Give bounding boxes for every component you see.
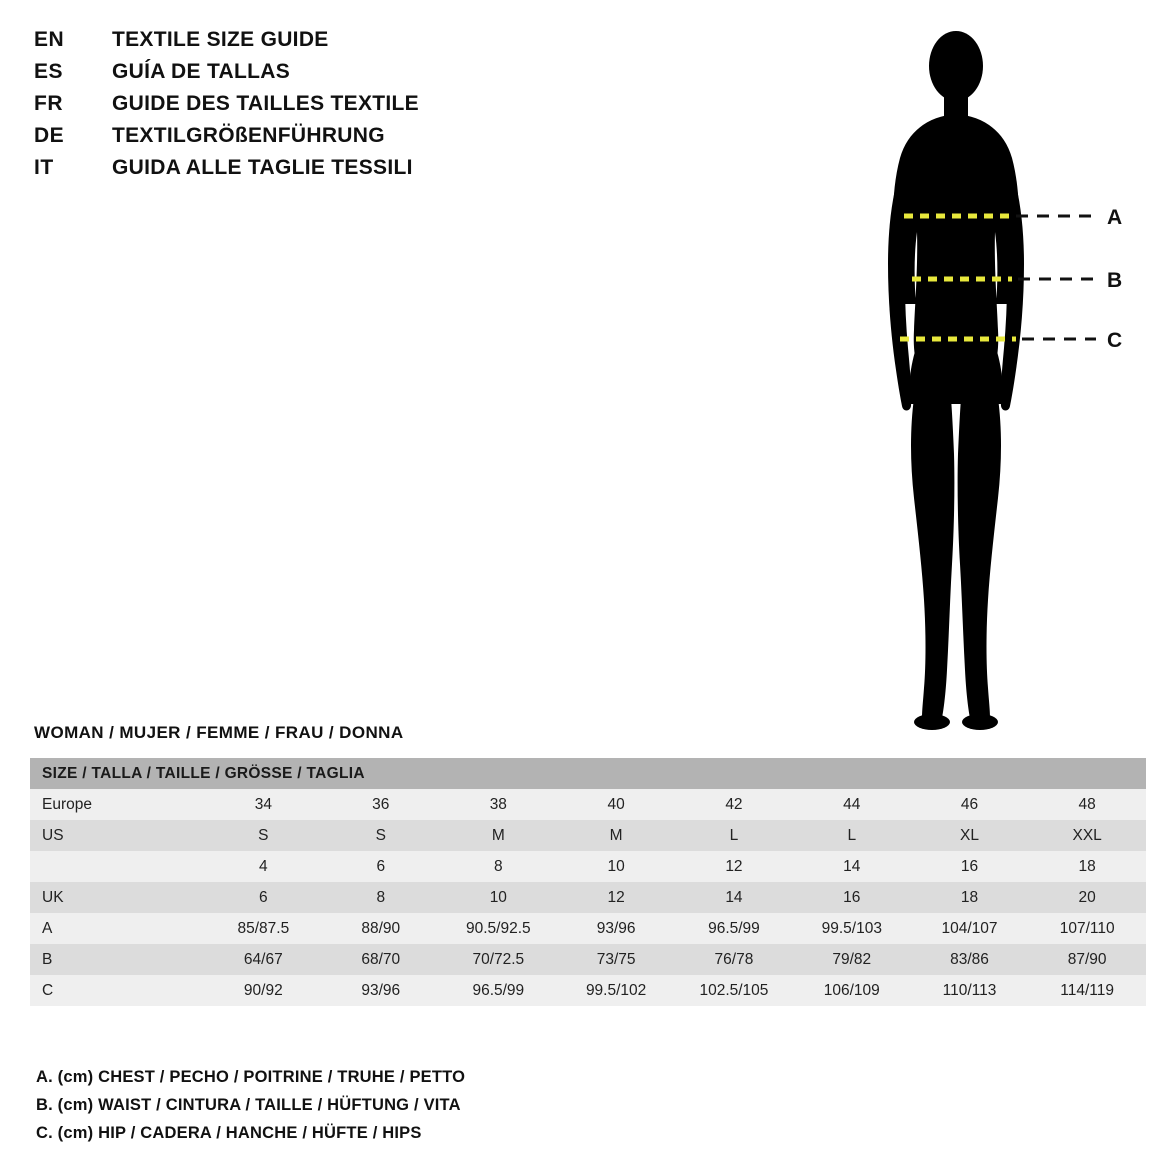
cell: 6: [259, 888, 268, 906]
cell: 76/78: [714, 950, 754, 968]
language-code: ES: [34, 60, 64, 83]
cell: S: [375, 826, 386, 844]
woman-section-heading: WOMAN / MUJER / FEMME / FRAU / DONNA: [34, 723, 404, 742]
cell: 96.5/99: [472, 981, 525, 999]
cell: 12: [725, 857, 743, 875]
table-row: [30, 975, 1146, 1006]
row-label: UK: [42, 888, 64, 906]
title-row: [34, 60, 554, 92]
cell: 4: [259, 857, 268, 875]
cell: 34: [254, 795, 272, 813]
cell: M: [491, 826, 505, 844]
cell: 73/75: [596, 950, 636, 968]
cell: 96.5/99: [708, 919, 760, 937]
table-header-row: [30, 758, 1146, 789]
table-row: [30, 851, 1146, 882]
legend-line-chest: A. (cm) CHEST / PECHO / POITRINE / TRUHE / PETTO: [36, 1068, 466, 1086]
cell: 8: [376, 888, 386, 906]
title-row: [34, 28, 554, 60]
cell: M: [609, 826, 623, 844]
female-silhouette-figure: [860, 18, 1150, 738]
cell: 12: [607, 888, 625, 906]
hip-marker-label: C: [1107, 329, 1123, 352]
silhouette-svg: [860, 18, 1150, 738]
row-label: US: [42, 826, 64, 844]
language-title: GUÍA DE TALLAS: [112, 60, 291, 83]
title-row: [34, 124, 554, 156]
cell: 68/70: [361, 950, 401, 968]
cell: 79/82: [832, 950, 872, 968]
measurement-legend: [36, 1068, 736, 1152]
cell: XL: [960, 826, 979, 844]
language-title: GUIDA ALLE TAGLIE TESSILI: [112, 156, 413, 179]
cell: 83/86: [950, 950, 989, 968]
language-title: GUIDE DES TAILLES TEXTILE: [112, 92, 419, 115]
table-row: [30, 913, 1146, 944]
cell: 16: [960, 857, 979, 875]
cell: S: [258, 826, 269, 844]
cell: 93/96: [361, 981, 401, 999]
cell: L: [729, 826, 739, 844]
legend-line-hip: C. (cm) HIP / CADERA / HANCHE / HÜFTE / HIPS: [36, 1124, 422, 1142]
table-row: [30, 944, 1146, 975]
cell: 10: [489, 888, 507, 906]
cell: 106/109: [823, 981, 880, 999]
cell: 8: [494, 857, 503, 875]
language-code: IT: [34, 156, 54, 179]
table-row: [30, 789, 1146, 820]
cell: 85/87.5: [237, 919, 290, 937]
cell: 10: [607, 857, 625, 875]
cell: 48: [1078, 795, 1096, 813]
cell: 110/113: [942, 981, 997, 999]
legend-line-waist: B. (cm) WAIST / CINTURA / TAILLE / HÜFTUNG / VITA: [36, 1096, 461, 1114]
cell: 90.5/92.5: [465, 919, 531, 937]
cell: 14: [725, 888, 743, 906]
language-code: DE: [34, 124, 65, 147]
cell: XXL: [1072, 826, 1102, 844]
title-row: [34, 92, 554, 124]
cell: L: [847, 826, 857, 844]
cell: 46: [960, 795, 979, 813]
cell: 107/110: [1059, 919, 1115, 937]
chest-marker-label: A: [1107, 206, 1123, 229]
cell: 42: [725, 795, 743, 813]
cell: 14: [843, 857, 861, 875]
cell: 102.5/105: [699, 981, 769, 999]
language-code: FR: [34, 92, 63, 115]
cell: 6: [376, 857, 386, 875]
row-label: [30, 851, 205, 882]
table-row: [30, 820, 1146, 851]
cell: 93/96: [596, 919, 636, 937]
cell: 18: [960, 888, 979, 906]
table-row: [30, 882, 1146, 913]
title-row: [34, 156, 554, 188]
cell: 20: [1078, 888, 1096, 906]
language-code: EN: [34, 28, 65, 51]
waist-marker-label: B: [1107, 269, 1123, 292]
cell: 99.5/103: [821, 919, 882, 937]
cell: 114/119: [1060, 981, 1115, 999]
cell: 70/72.5: [472, 950, 525, 968]
cell: 64/67: [243, 950, 283, 968]
table-header-label: SIZE / TALLA / TAILLE / GRÖSSE / TAGLIA: [42, 764, 365, 782]
cell: 18: [1078, 857, 1096, 875]
cell: 99.5/102: [585, 981, 647, 999]
cell: 88/90: [361, 919, 401, 937]
row-label: A: [42, 919, 53, 937]
cell: 36: [372, 795, 390, 813]
cell: 16: [843, 888, 861, 906]
cell: 38: [489, 795, 507, 813]
cell: 44: [843, 795, 861, 813]
body-silhouette: [888, 31, 1024, 730]
cell: 40: [607, 795, 625, 813]
language-title: TEXTILGRÖßENFÜHRUNG: [112, 124, 385, 147]
language-title-block: [34, 28, 554, 188]
language-title: TEXTILE SIZE GUIDE: [112, 28, 329, 51]
row-label: C: [42, 981, 54, 999]
size-chart-table: [30, 758, 1146, 1006]
cell: 104/107: [941, 919, 998, 937]
row-label: Europe: [42, 795, 92, 813]
row-label: B: [42, 950, 53, 968]
cell: 87/90: [1067, 950, 1107, 968]
cell: 90/92: [243, 981, 283, 999]
